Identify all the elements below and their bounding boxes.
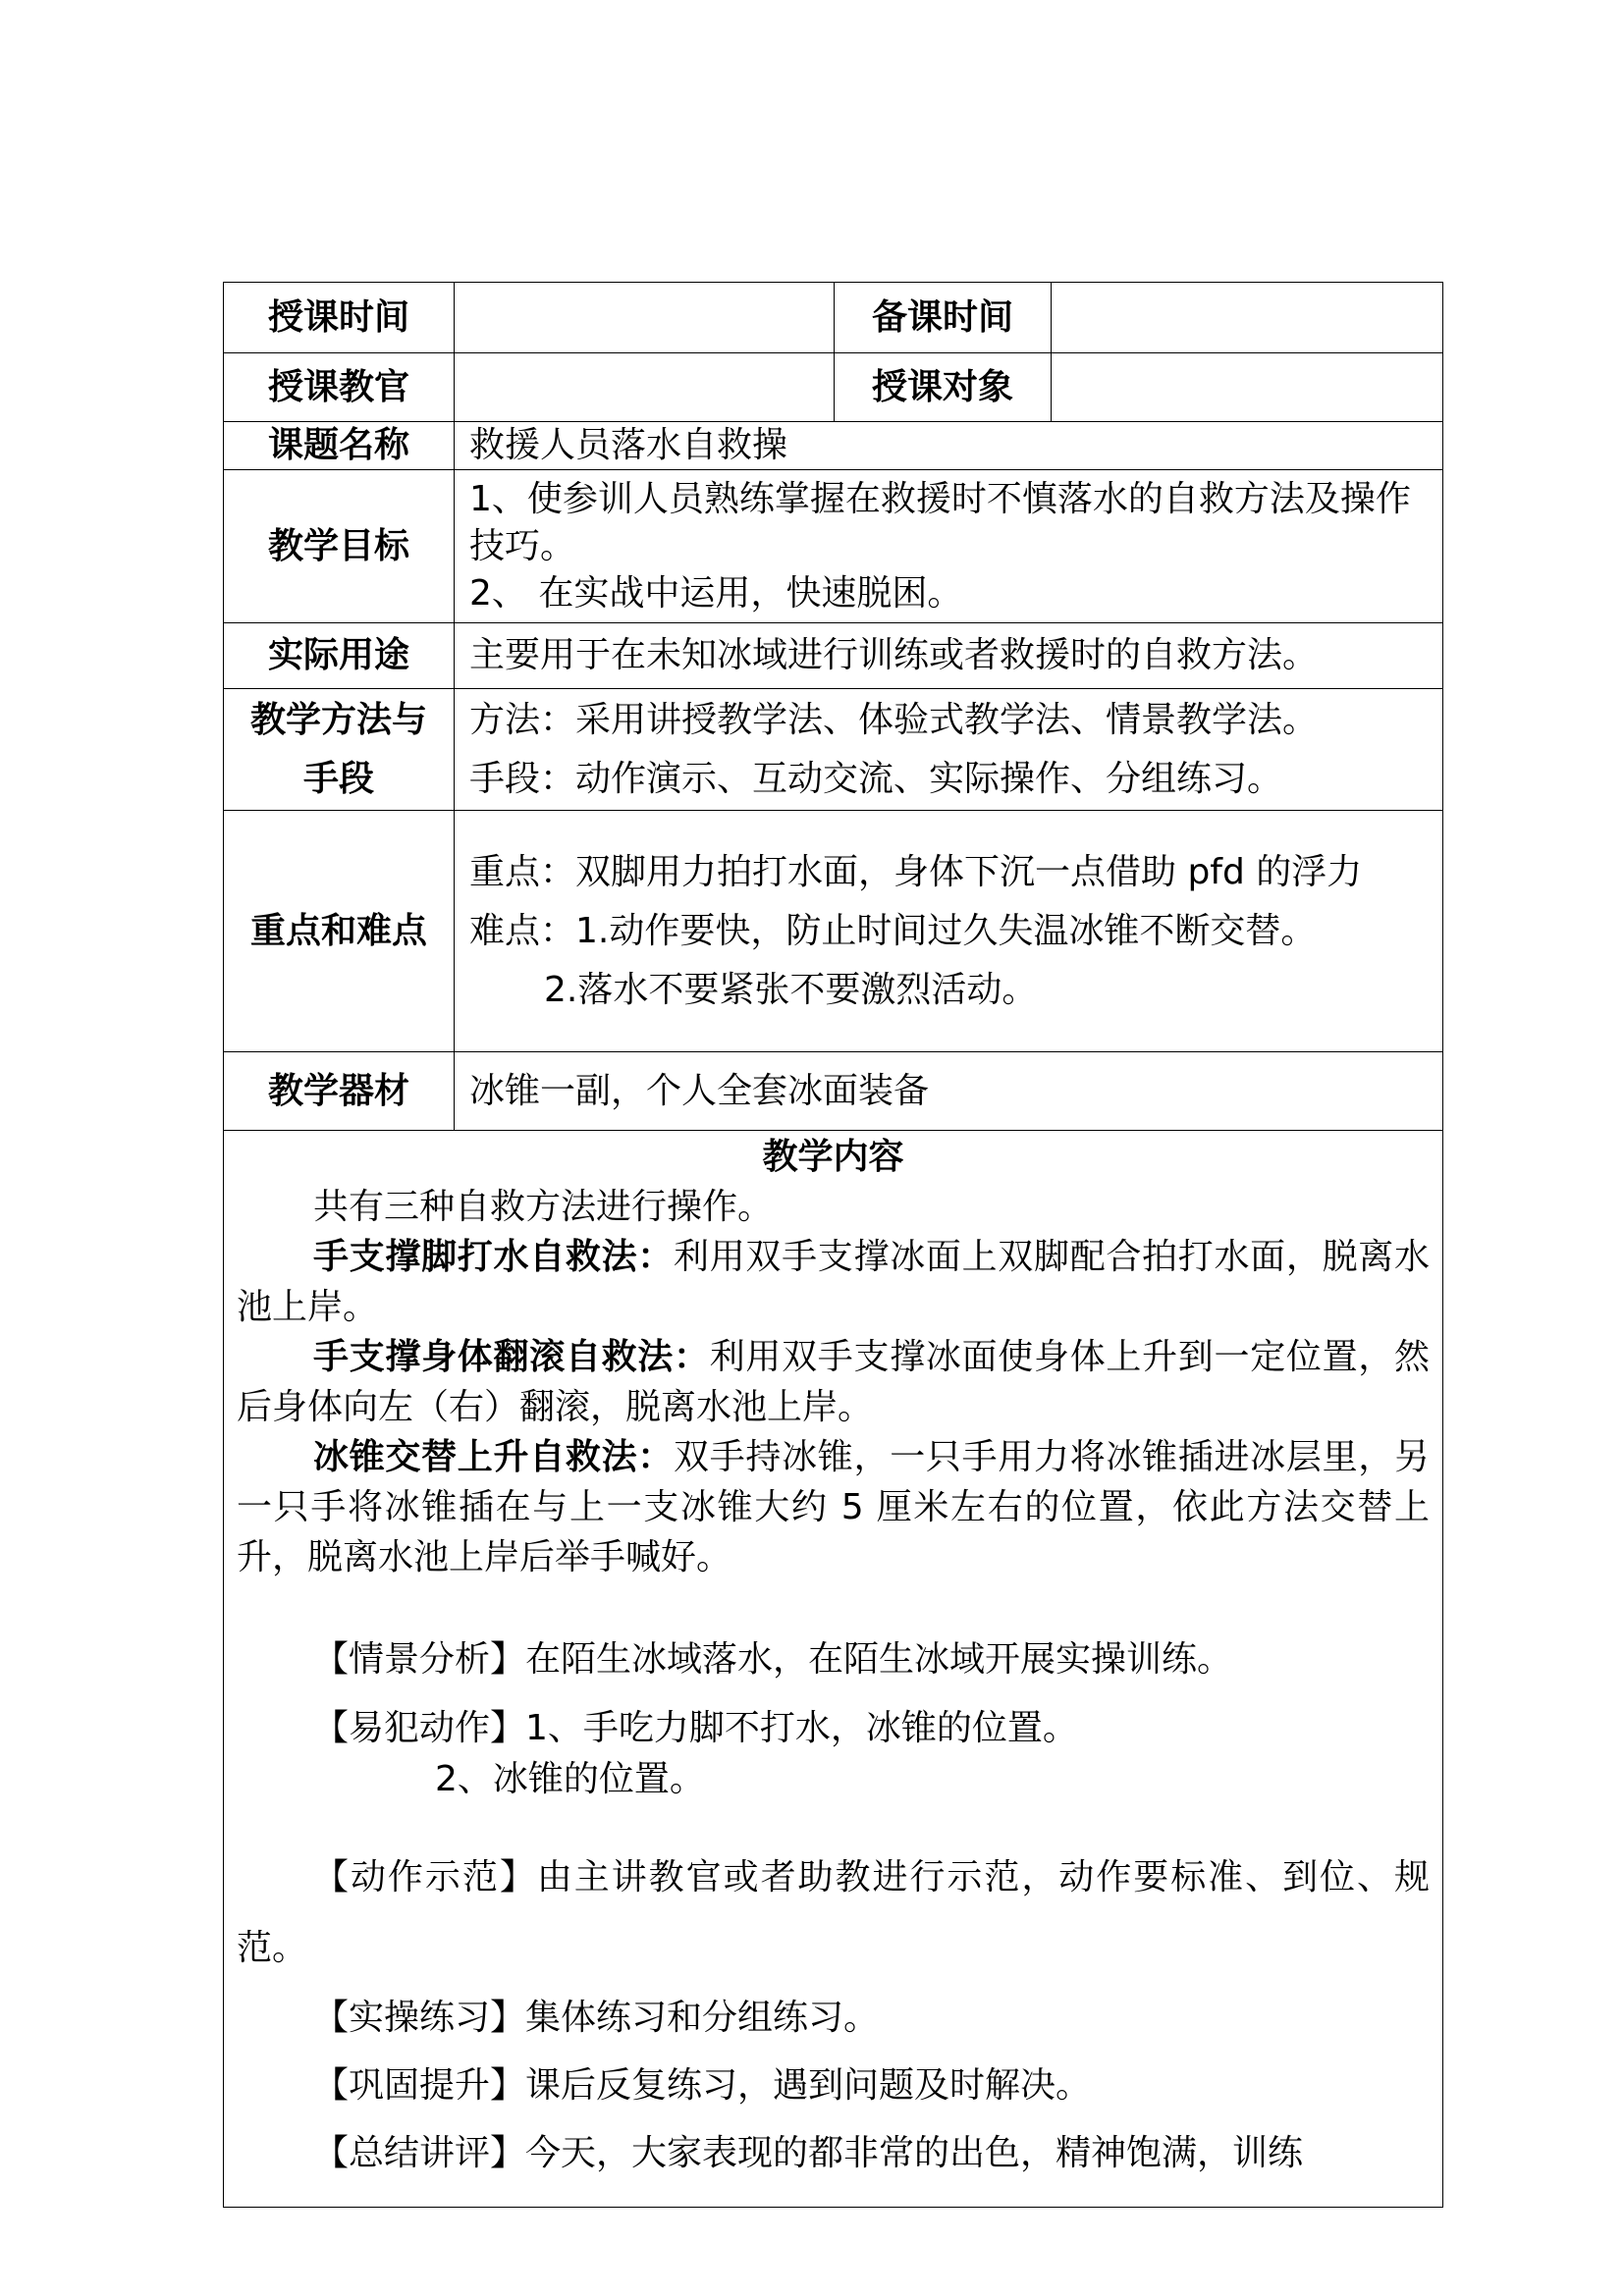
use-value: 主要用于在未知冰域进行训练或者救援时的自救方法。	[455, 623, 1443, 689]
row-equip	[224, 1052, 1443, 1131]
equip-label: 教学器材	[224, 1052, 455, 1131]
focus-item-1: 重点：双脚用力拍打水面，身体下沉一点借助 pfd 的浮力	[469, 851, 1363, 892]
method-1-paragraph	[237, 1232, 1430, 1332]
target-value	[1052, 353, 1443, 422]
use-label: 实际用途	[224, 623, 455, 689]
goal-value	[455, 470, 1443, 623]
equip-value: 冰锥一副，个人全套冰面装备	[455, 1052, 1443, 1131]
prep-time-label: 备课时间	[835, 283, 1052, 353]
row-method	[224, 689, 1443, 811]
method-1-title: 手支撑脚打水自救法：	[313, 1237, 674, 1277]
method-2-paragraph	[237, 1332, 1430, 1432]
method-1-text: 利用双手支撑冰面上双脚配合拍打水面，脱离水池上岸。	[237, 1237, 1430, 1327]
target-label: 授课对象	[835, 353, 1052, 422]
demonstration: 【动作示范】由主讲教官或者助教进行示范，动作要标准、到位、规范。	[237, 1857, 1430, 1968]
method-item-2: 手段：动作演示、互动交流、实际操作、分组练习。	[469, 758, 1283, 799]
content-intro: 共有三种自救方法进行操作。	[313, 1187, 774, 1227]
practice: 【实操练习】集体练习和分组练习。	[313, 1998, 880, 2038]
topic-label: 课题名称	[224, 422, 455, 470]
content-cell	[224, 1131, 1443, 2208]
method-label: 教学方法与手段	[224, 689, 455, 811]
time-value	[455, 283, 835, 353]
content-title: 教学内容	[762, 1137, 904, 1177]
prep-time-value	[1052, 283, 1443, 353]
lesson-plan-table	[223, 282, 1443, 2208]
spacer	[237, 1582, 1430, 1626]
focus-item-3: 2.落水不要紧张不要激烈活动。	[544, 969, 1038, 1010]
method-2-title: 手支撑身体翻滚自救法：	[313, 1337, 710, 1377]
focus-label: 重点和难点	[224, 811, 455, 1052]
teacher-label: 授课教官	[224, 353, 455, 422]
common-mistakes-2: 2、冰锥的位置。	[435, 1759, 705, 1799]
goal-item-2: 2、 在实战中运用，快速脱困。	[469, 572, 963, 614]
goal-label: 教学目标	[224, 470, 455, 623]
method-3-paragraph	[237, 1432, 1430, 1582]
method-value	[455, 689, 1443, 811]
time-label: 授课时间	[224, 283, 455, 353]
consolidation: 【巩固提升】课后反复练习，遇到问题及时解决。	[313, 2065, 1092, 2106]
row-content	[224, 1131, 1443, 2208]
method-item-1: 方法：采用讲授教学法、体验式教学法、情景教学法。	[469, 699, 1319, 740]
goal-item-1: 1、使参训人员熟练掌握在救援时不慎落水的自救方法及操作技巧。	[469, 478, 1411, 566]
spacer-2	[237, 1805, 1430, 1842]
common-mistakes: 【易犯动作】1、手吃力脚不打水，冰锥的位置。	[313, 1708, 1078, 1748]
focus-value	[455, 811, 1443, 1052]
method-3-text: 双手持冰锥，一只手用力将冰锥插进冰层里，另一只手将冰锥插在与上一支冰锥大约 5 厘米左右的位置，依此方法交替上升，脱离水池上岸后举手喊好。	[237, 1437, 1430, 1577]
row-teacher	[224, 353, 1443, 422]
topic-value: 救援人员落水自救操	[455, 422, 1443, 470]
row-time	[224, 283, 1443, 353]
teacher-value	[455, 353, 835, 422]
method-3-title: 冰锥交替上升自救法：	[313, 1437, 674, 1477]
row-use	[224, 623, 1443, 689]
summary: 【总结讲评】今天，大家表现的都非常的出色，精神饱满，训练	[313, 2133, 1304, 2173]
focus-item-2: 难点：1.动作要快，防止时间过久失温冰锥不断交替。	[469, 910, 1317, 951]
row-focus	[224, 811, 1443, 1052]
scene-analysis: 【情景分析】在陌生冰域落水，在陌生冰域开展实操训练。	[313, 1639, 1233, 1680]
row-goal	[224, 470, 1443, 623]
method-2-text: 利用双手支撑冰面使身体上升到一定位置，然后身体向左（右）翻滚，脱离水池上岸。	[237, 1337, 1430, 1427]
row-topic	[224, 422, 1443, 470]
